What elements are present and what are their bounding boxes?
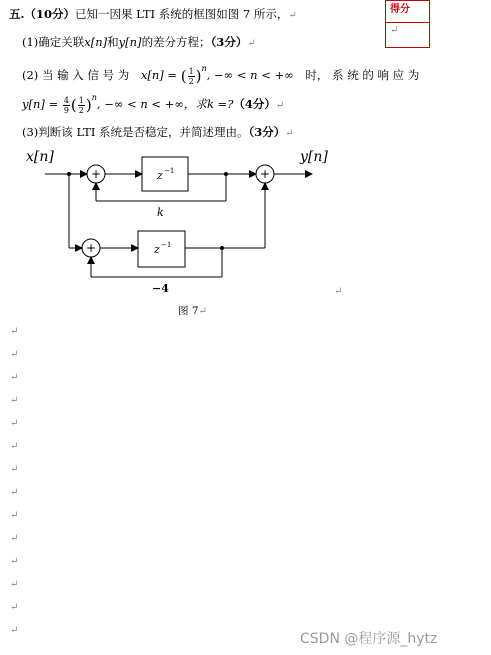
score-divider [386, 22, 429, 23]
paragraph-mark: ↵ [10, 418, 19, 429]
paragraph-mark: ↵ [10, 625, 19, 636]
question-header [9, 6, 297, 22]
delay-box-bottom [138, 231, 185, 267]
delay-top-exp: −1 [164, 167, 175, 175]
block-diagram [0, 143, 491, 303]
part1-y: y[n] [118, 35, 142, 49]
part-3 [22, 124, 294, 140]
part2-mid: 时， 系 统 的 响 应 为 [305, 68, 420, 82]
paragraph-mark: ↵ [275, 100, 285, 111]
adder-1-plus: + [91, 167, 102, 181]
paragraph-mark: ↵ [10, 602, 19, 613]
paragraph-mark: ↵ [10, 487, 19, 498]
adder-2-plus: + [260, 167, 271, 181]
junction-dot [67, 172, 71, 176]
delay-top-z: z [157, 169, 163, 182]
watermark: CSDN @程序源_hytz [300, 631, 438, 647]
part2-range: , −∞ < n < +∞ [206, 68, 294, 82]
delay-bottom-exp: −1 [161, 241, 172, 249]
paragraph-mark: ↵ [288, 10, 297, 21]
paragraph-mark: ↵ [10, 349, 19, 360]
paragraph-mark: ↵ [285, 128, 294, 139]
paragraph-mark: ↵ [390, 25, 399, 36]
part2-lead: (2) 当 输 入 信 号 为 [22, 68, 130, 82]
part2-x-eq: x[n] = [140, 68, 178, 82]
question-number: 五. [9, 7, 25, 21]
paragraph-mark: ↵ [334, 286, 343, 297]
paragraph-mark: ↵ [10, 372, 19, 383]
paragraph-mark: ↵ [247, 38, 256, 49]
part1-prefix: (1)确定关联 [22, 35, 85, 49]
part2-points: （4分） [233, 97, 276, 111]
part1-points: （3分） [210, 35, 248, 49]
part1-x: x[n] [84, 35, 108, 49]
paragraph-mark: ↵ [10, 464, 19, 475]
junction-dot [224, 172, 228, 176]
fraction-half: $\frac{1}{2}$ [188, 66, 194, 86]
gain-k: k [157, 206, 164, 219]
figure-caption: 图 7↵ [178, 305, 207, 317]
part2-range2: , −∞ < n < +∞，求 [96, 97, 207, 111]
score-box [385, 0, 430, 48]
question-text: 已知一因果 LTI 系统的框图如图 7 所示， [75, 7, 289, 21]
part1-and: 和 [107, 35, 119, 49]
part2-y-eq: y[n] = [22, 97, 59, 111]
paragraph-mark: ↵ [10, 441, 19, 452]
delay-bottom-z: z [154, 243, 160, 256]
paragraph-mark: ↵ [10, 533, 19, 544]
adder-3-plus: + [86, 241, 97, 255]
question-points: （10分） [24, 7, 76, 21]
part-2-line-2: y[n] = $\frac{4}{9}$ ( $\frac{1}{2}$ )$^n$, −∞ < n < +∞，求k =?（4分）↵ [22, 93, 285, 115]
junction-dot [220, 246, 224, 250]
score-label: 得分 [390, 4, 410, 15]
fraction-half-2: $\frac{1}{2}$ [78, 95, 84, 115]
paragraph-mark: ↵ [10, 579, 19, 590]
part1-suffix: 的差分方程； [141, 35, 211, 49]
input-label: x[n] [26, 149, 54, 165]
gain-minus-4: −4 [152, 282, 169, 295]
paragraph-mark: ↵ [10, 556, 19, 567]
fraction-coef: $\frac{4}{9}$ [63, 95, 69, 115]
output-label: y[n] [300, 149, 328, 165]
part2-k-eq: k =? [206, 97, 234, 111]
part3-points: （3分） [248, 125, 286, 139]
paragraph-mark: ↵ [10, 395, 19, 406]
part3-text: (3)判断该 LTI 系统是否稳定，并简述理由。 [22, 125, 249, 139]
part-1 [22, 34, 256, 50]
paragraph-mark: ↵ [10, 326, 19, 337]
part-2-line-1: (2) 当 输 入 信 号 为 x[n] = ( $\frac{1}{2}$ )$^n$, −∞ < n < +∞ 时， 系 统 的 响 应 为 [22, 64, 420, 86]
paragraph-mark: ↵ [10, 510, 19, 521]
